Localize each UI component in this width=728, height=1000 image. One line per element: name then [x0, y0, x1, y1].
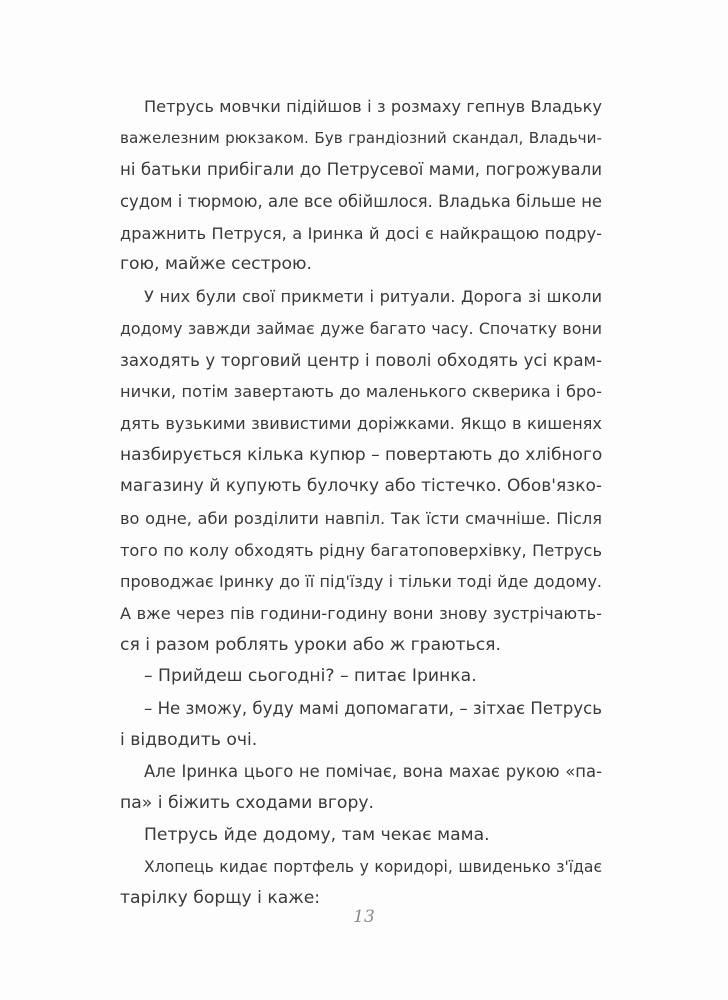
text-line: і відводить очі. [120, 729, 258, 750]
page-number: 13 [353, 907, 375, 927]
text-line: Петрусь йде додому, там чекає мама. [144, 824, 490, 845]
text-line: Хлопець кидає портфель у коридорі, швиденько з'їдає [144, 857, 602, 876]
text-line: важелезним рюкзаком. Був грандіозний скандал, Владьчи- [120, 128, 602, 147]
text-line: – Не зможу, буду мамі допомагати, – зітхає Петрусь [144, 699, 602, 719]
text-line: назбирується кілька купюр – повертають до хлібного [120, 444, 603, 465]
text-line: Але Іринка цього не помічає, вона махає рукою «па- [144, 762, 602, 782]
text-line: па» і біжить сходами вгору. [120, 793, 374, 814]
text-line: Петрусь мовчки підійшов і з розмаху гепнув Владьку [144, 97, 602, 116]
text-line: ся і разом роблять уроки або ж граються. [120, 634, 501, 655]
text-line: судом і тюрмою, але все обійшлося. Владька більше не [120, 192, 602, 212]
text-line: У них були свої прикмети і ритуали. Дорога зі школи [144, 287, 602, 307]
text-line: тарілку борщу і каже: [120, 888, 321, 909]
text-line: того по колу обходять рідну багатоповерхівку, Петрусь [120, 540, 602, 560]
text-line: дражнить Петруся, а Іринка й досі є найкращою подру- [120, 223, 602, 243]
page-body-text [120, 91, 602, 915]
text-line: заходять у торговий центр і поволі обходять усі крам- [120, 350, 602, 370]
text-line: во одне, аби розділити навпіл. Так їсти смачніше. Після [120, 508, 602, 528]
text-line: дять вузькими звивистими доріжками. Якщо в кишенях [120, 413, 602, 433]
text-line: проводжає Іринку до її під'їзду і тільки тоді йде додому. [120, 572, 602, 592]
text-line: нички, потім завертають до маленького скверика і бро- [120, 382, 602, 402]
text-line: – Прийдеш сьогодні? – питає Іринка. [144, 666, 477, 687]
text-line: додому завжди займає дуже багато часу. Спочатку вони [120, 318, 602, 338]
text-line: магазину й купують булочку або тістечко. Обов'язко- [120, 476, 603, 497]
text-line: гою, майже сестрою. [120, 254, 312, 275]
text-line: А вже через пів години-годину вони знову зустрічають- [120, 604, 602, 623]
text-line: ні батьки прибігали до Петрусевої мами, погрожували [120, 160, 602, 180]
